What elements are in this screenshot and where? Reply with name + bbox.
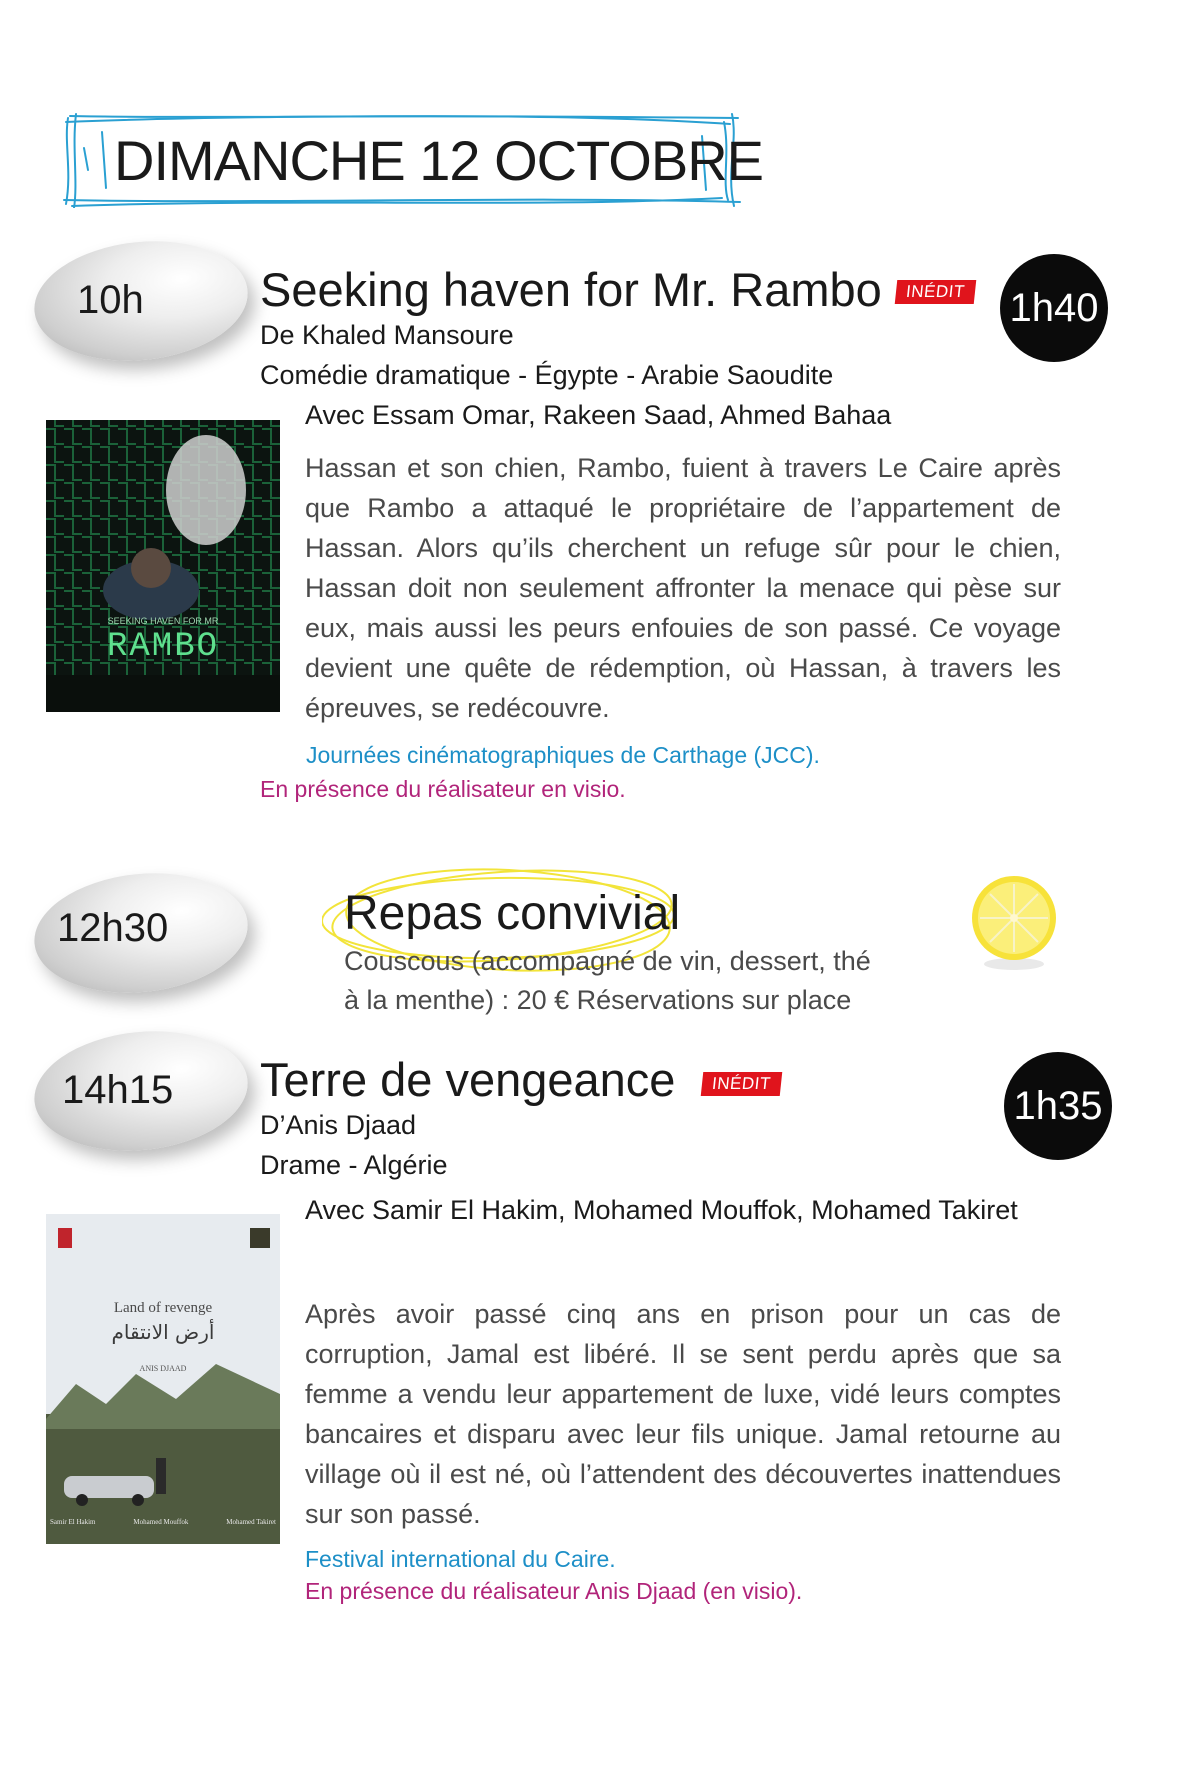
film-title: Seeking haven for Mr. Rambo — [260, 263, 882, 316]
poster-subtitle: SEEKING HAVEN FOR MR — [107, 616, 219, 626]
film-cast: Avec Essam Omar, Rakeen Saad, Ahmed Bahaa — [305, 400, 892, 430]
film-genre: Comédie dramatique - Égypte - Arabie Saoudite — [260, 360, 834, 390]
event-time: 14h15 — [62, 1068, 174, 1112]
presence-note: En présence du réalisateur Anis Djaad (en visio). — [305, 1578, 803, 1604]
film-poster — [46, 420, 280, 712]
poster-title: RAMBO — [106, 628, 220, 666]
meal-title: Repas convivial — [344, 887, 681, 940]
meal-description-line2: à la menthe) : 20 € Réservations sur place — [344, 985, 852, 1015]
festival-label: Festival international du Caire. — [305, 1546, 616, 1572]
meal-time: 12h30 — [57, 906, 169, 950]
poster-landscape — [46, 1214, 280, 1544]
lemon-icon — [966, 872, 1062, 976]
inedit-badge: INÉDIT — [895, 280, 976, 304]
film-poster — [46, 1214, 280, 1544]
duration-circle: 1h40 — [1000, 254, 1108, 362]
poster-cast-name: Samir El Hakim — [50, 1518, 96, 1526]
film-synopsis: Hassan et son chien, Rambo, fuient à travers Le Caire après que Rambo a attaqué le propriétaire de l’appartement de Hassan. Alors qu’ils cherchent un refuge sûr pour le chien, Hassan doit non seulement affronter la menace qui pèse sur eux, mais aussi les peurs enfouies de son passé. Ce voyage devient une quête de rédemption, où Hassan, à travers les épreuves, se redécouvre. — [305, 453, 1061, 723]
meal-description-line1: Couscous (accompagné de vin, dessert, thé — [344, 946, 871, 976]
event-time: 10h — [77, 278, 144, 322]
poster-arabic-title: أرض الانتقام — [111, 1320, 215, 1344]
poster-director: ANIS DJAAD — [139, 1364, 187, 1373]
day-title: DIMANCHE 12 OCTOBRE — [114, 129, 763, 192]
film-director: D’Anis Djaad — [260, 1110, 417, 1140]
duration-circle: 1h35 — [1004, 1052, 1112, 1160]
poster-cast-name: Mohamed Takiret — [226, 1518, 276, 1526]
film-cast: Avec Samir El Hakim, Mohamed Mouffok, Mohamed Takiret — [305, 1195, 1018, 1225]
film-title: Terre de vengeance — [260, 1053, 676, 1106]
film-synopsis: Après avoir passé cinq ans en prison pour un cas de corruption, Jamal est libéré. Il se sent perdu après que sa femme a vendu leur appartement de luxe, vidé leurs comptes bancaires et disparu avec leur fils unique. Jamal retourne au village où il est né, où l’attendent des découvertes inattendues sur son passé. — [305, 1299, 1061, 1529]
festival-label: Journées cinématographiques de Carthage (JCC). — [306, 742, 820, 768]
film-director: De Khaled Mansoure — [260, 320, 514, 350]
poster-title: Land of revenge — [113, 1300, 213, 1316]
film-genre: Drame - Algérie — [260, 1150, 448, 1180]
inedit-badge: INÉDIT — [701, 1072, 782, 1096]
poster-cast-name: Mohamed Mouffok — [133, 1518, 189, 1526]
poster-maze-pattern — [46, 420, 280, 712]
poster-cast-row — [50, 1518, 276, 1526]
presence-note: En présence du réalisateur en visio. — [260, 776, 626, 802]
